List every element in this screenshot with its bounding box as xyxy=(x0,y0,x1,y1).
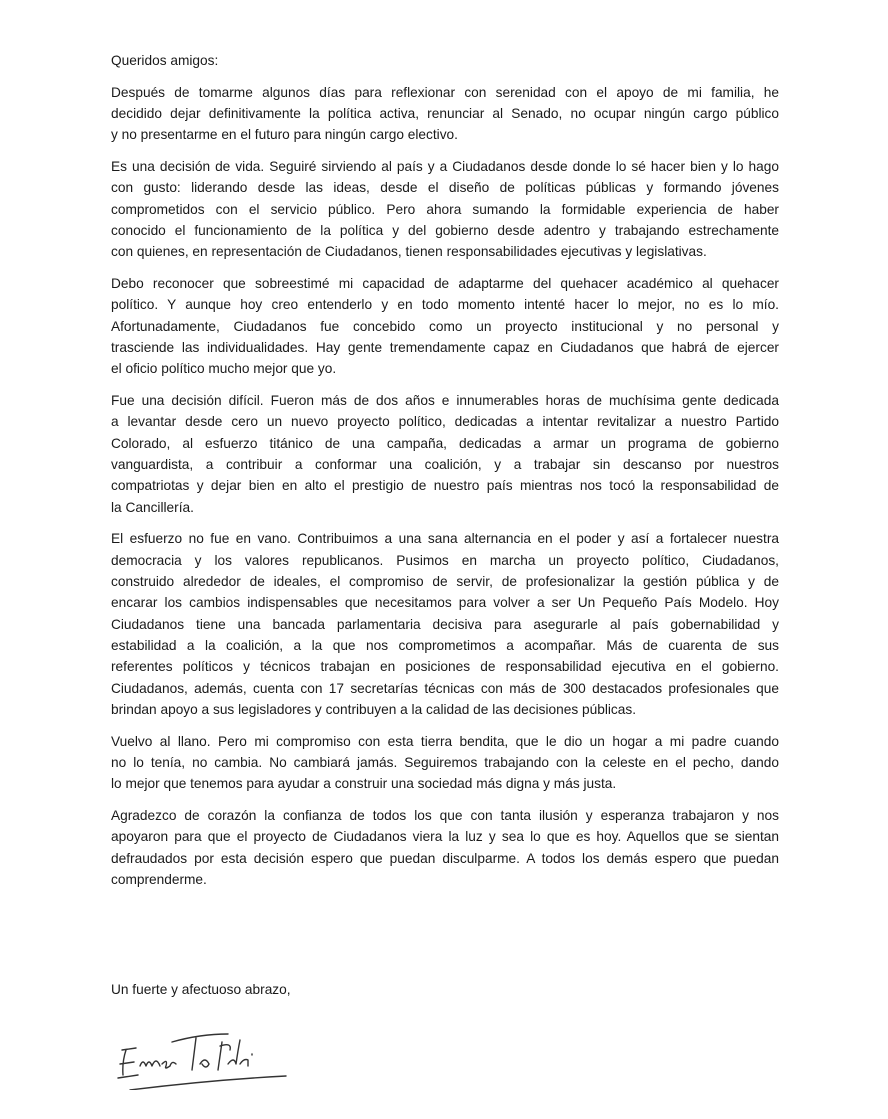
paragraph xyxy=(111,390,779,518)
text-line: comprometidos con el servicio público. Pero ahora sumando la formidable experiencia de haber xyxy=(111,201,779,217)
text-line: y no presentarme en el futuro para ningún cargo electivo. xyxy=(111,127,458,143)
text-line: referentes políticos y técnicos trabajan en posiciones de responsabilidad ejecutiva en el gobierno. xyxy=(111,659,779,675)
text-line: apoyaron para que el proyecto de Ciudadanos viera la luz y sea lo que es hoy. Aquellos que se sientan xyxy=(111,829,779,845)
text-line: conocido el funcionamiento de la política y del gobierno desde adentro y trabajando estrechamente xyxy=(111,223,779,239)
text-line: Ciudadanos tiene una bancada parlamentaria decisiva para asegurarle al país gobernabilidad y xyxy=(111,616,779,632)
text-line: Fue una decisión difícil. Fueron más de dos años e innumerables horas de muchísima gente dedicada xyxy=(111,393,779,409)
text-line: no lo tenía, no cambia. No cambiará jamás. Seguiremos trabajando con la celeste en el pecho, dando xyxy=(111,754,779,770)
text-line: compatriotas y dejar bien en alto el prestigio de nuestro país mientras nos tocó la responsabilidad de xyxy=(111,478,779,494)
text-line: vanguardista, a contribuir a conformar una coalición, y a trabajar sin descanso por nuestros xyxy=(111,457,779,473)
text-line: Después de tomarme algunos días para reflexionar con serenidad con el apoyo de mi familia, he xyxy=(111,84,779,100)
greeting: Queridos amigos: xyxy=(111,53,219,68)
text-line: trasciende las individualidades. Hay gente tremendamente capaz en Ciudadanos que habrá de ejercer xyxy=(111,340,779,356)
text-line: comprenderme. xyxy=(111,871,207,887)
letter-body xyxy=(111,50,779,901)
text-line: a levantar desde cero un nuevo proyecto político, dedicadas a intentar revitalizar a nuestro Partido xyxy=(111,414,779,430)
text-line: El esfuerzo no fue en vano. Contribuimos a una sana alternancia en el poder y así a fortalecer nuestra xyxy=(111,531,779,547)
text-line: Debo reconocer que sobreestimé mi capacidad de adaptarme del quehacer académico al quehacer xyxy=(111,276,779,292)
text-line: la Cancillería. xyxy=(111,499,194,515)
paragraphs xyxy=(111,82,779,890)
text-line: brindan apoyo a sus legisladores y contribuyen a la calidad de las decisiones públicas. xyxy=(111,701,637,717)
paragraph xyxy=(111,156,779,262)
text-line: el oficio político mucho mejor que yo. xyxy=(111,361,337,377)
text-line: Agradezco de corazón la confianza de todos los que con tanta ilusión y esperanza trabajaron y nos xyxy=(111,808,779,823)
text-line: Ciudadanos, además, cuenta con 17 secretarías técnicas con más de 300 destacados profesionales que xyxy=(111,680,779,696)
closing: Un fuerte y afectuoso abrazo, xyxy=(111,982,291,997)
text-line: Colorado, al esfuerzo titánico de una campaña, dedicadas a armar un programa de gobierno xyxy=(111,435,779,451)
text-line: Vuelvo al llano. Pero mi compromiso con esta tierra bendita, que le dio un hogar a mi padre cuando xyxy=(111,733,779,749)
text-line: lo mejor que tenemos para ayudar a construir una sociedad más digna y más justa. xyxy=(111,776,617,792)
paragraph xyxy=(111,731,779,795)
paragraph xyxy=(111,82,779,146)
paragraph xyxy=(111,528,779,720)
text-line: político. Y aunque hoy creo entenderlo y en todo momento intenté hacer lo mejor, no es lo mío. xyxy=(111,297,779,313)
text-line: con quienes, en representación de Ciudadanos, tienen responsabilidades ejecutivas y legislativas. xyxy=(111,244,707,260)
text-line: democracia y los valores republicanos. Pusimos en marcha un proyecto político, Ciudadanos, xyxy=(111,552,779,568)
signature xyxy=(110,1020,300,1090)
text-line: encarar los cambios indispensables que necesitamos para volver a ser Un Pequeño País Modelo. Hoy xyxy=(111,595,779,611)
text-line: Afortunadamente, Ciudadanos fue concebido como un proyecto institucional y no personal y xyxy=(111,318,779,334)
text-line: Es una decisión de vida. Seguiré sirviendo al país y a Ciudadanos desde donde lo sé hacer bien y lo hago xyxy=(111,159,779,175)
paragraph xyxy=(111,805,779,890)
text-line: estabilidad a la coalición, a la que nos comprometimos a acompañar. Más de cuarenta de sus xyxy=(111,637,779,653)
text-line: construido alrededor de ideales, el compromiso de servir, de profesionalizar la gestión pública y de xyxy=(111,574,779,590)
paragraph xyxy=(111,273,779,379)
text-line: decidido dejar definitivamente la política activa, renunciar al Senado, no ocupar ningún cargo público xyxy=(111,106,779,122)
text-line: con gusto: liderando desde las ideas, desde el diseño de políticas públicas y formando jóvenes xyxy=(111,180,779,196)
text-line: defraudados por esta decisión espero que puedan disculparme. A todos los demás espero que puedan xyxy=(111,850,779,866)
